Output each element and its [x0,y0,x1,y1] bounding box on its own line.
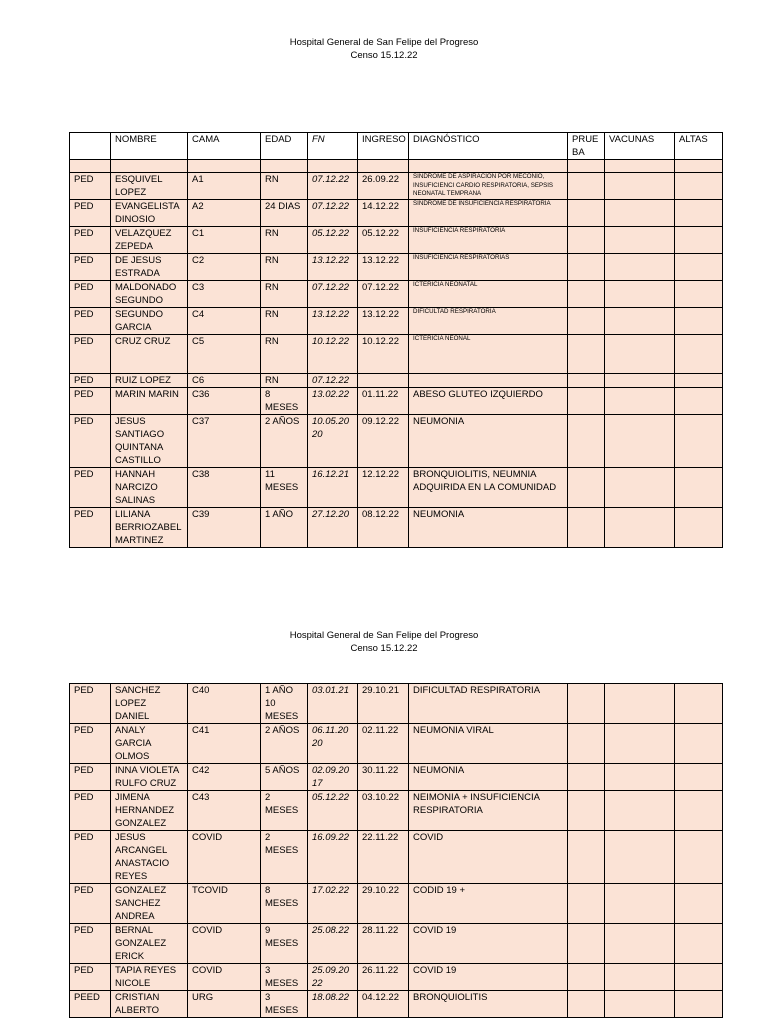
table-row [70,924,723,964]
bed-cell: COVID [188,964,261,991]
patient-name: GONZALEZ SANCHEZ ANDREA [111,884,188,924]
patient-name: EVANGELISTA DINOSIO [111,200,188,227]
admission-date-cell: 13.12.22 [358,254,409,281]
area-cell: PED [70,724,111,764]
vaccines-cell [605,254,675,281]
birth-date-cell: 07.12.22 [308,200,358,227]
age-cell: RN [261,308,308,335]
admission-date-cell: 28.11.22 [358,924,409,964]
test-cell [568,173,605,200]
diagnosis-cell: COVID 19 [409,964,568,991]
test-cell [568,468,605,508]
vaccines-cell [605,764,675,791]
bed-cell: C2 [188,254,261,281]
discharge-cell [675,924,723,964]
patient-name: DE JESUS ESTRADA [111,254,188,281]
birth-date-cell: 13.02.22 [308,388,358,415]
column-header-diagnosis: DIAGNÓSTICO [409,133,568,160]
patient-name: ANALY GARCIA OLMOS [111,724,188,764]
birth-date-cell: 06.11.20 20 [308,724,358,764]
patient-name: TAPIA REYES NICOLE [111,964,188,991]
area-cell: PED [70,281,111,308]
census-table [69,132,723,548]
test-cell [568,684,605,724]
area-cell: PED [70,335,111,374]
vaccines-cell [605,200,675,227]
birth-date-cell: 17.02.22 [308,884,358,924]
area-cell: PED [70,764,111,791]
bed-cell: C4 [188,308,261,335]
patient-name: ESQUIVEL LOPEZ [111,173,188,200]
census-date: Censo 15.12.22 [350,643,418,654]
admission-date-cell: 10.12.22 [358,335,409,374]
bed-cell: A1 [188,173,261,200]
test-cell [568,335,605,374]
table-row [70,508,723,548]
age-cell: RN [261,335,308,374]
test-cell [568,227,605,254]
birth-date-cell: 13.12.22 [308,254,358,281]
bed-cell: C43 [188,791,261,831]
test-cell [568,991,605,1018]
test-cell [568,374,605,388]
discharge-cell [675,684,723,724]
vaccines-cell [605,724,675,764]
age-cell: 11 MESES [261,468,308,508]
vaccines-cell [605,374,675,388]
admission-date-cell: 02.11.22 [358,724,409,764]
test-cell [568,308,605,335]
birth-date-cell: 18.08.22 [308,991,358,1018]
test-cell [568,508,605,548]
column-header-discharges: ALTAS [675,133,723,160]
area-cell: PED [70,831,111,884]
area-cell: PED [70,173,111,200]
birth-date-cell: 25.08.22 [308,924,358,964]
discharge-cell [675,415,723,468]
age-cell: 5 AÑOS [261,764,308,791]
test-cell [568,764,605,791]
area-cell: PED [70,388,111,415]
age-cell: 2 AÑOS [261,415,308,468]
census-table [69,683,723,1018]
table-row [70,227,723,254]
bed-cell: C39 [188,508,261,548]
area-cell: PED [70,468,111,508]
hospital-title: Hospital General de San Felipe del Progreso [289,630,479,641]
table-header-row [70,133,723,160]
test-cell [568,884,605,924]
discharge-cell [675,254,723,281]
bed-cell: C42 [188,764,261,791]
birth-date-cell: 05.12.22 [308,791,358,831]
area-cell: PED [70,254,111,281]
column-header-test: PRUE BA [568,133,605,160]
area-cell: PED [70,924,111,964]
table-row [70,684,723,724]
area-cell: PED [70,964,111,991]
age-cell: 1 AÑO [261,508,308,548]
birth-date-cell: 10.05.20 20 [308,415,358,468]
area-cell: PED [70,200,111,227]
bed-cell: C41 [188,724,261,764]
test-cell [568,724,605,764]
table-row [70,308,723,335]
age-cell: 9 MESES [261,924,308,964]
diagnosis-cell: NEUMONIA [409,415,568,468]
bed-cell: COVID [188,831,261,884]
test-cell [568,791,605,831]
discharge-cell [675,764,723,791]
page-header [0,629,768,655]
vaccines-cell [605,924,675,964]
patient-name: MALDONADO SEGUNDO [111,281,188,308]
area-cell: PED [70,308,111,335]
discharge-cell [675,374,723,388]
discharge-cell [675,831,723,884]
discharge-cell [675,388,723,415]
area-cell: PED [70,508,111,548]
admission-date-cell: 03.10.22 [358,791,409,831]
test-cell [568,254,605,281]
age-cell: RN [261,173,308,200]
table-row [70,468,723,508]
admission-date-cell: 13.12.22 [358,308,409,335]
diagnosis-cell: NEUMONIA [409,764,568,791]
age-cell: 24 DIAS [261,200,308,227]
discharge-cell [675,308,723,335]
bed-cell: URG [188,991,261,1018]
column-header-area [70,133,111,160]
patient-name: BERNAL GONZALEZ ERICK [111,924,188,964]
vaccines-cell [605,508,675,548]
area-cell: PED [70,684,111,724]
vaccines-cell [605,884,675,924]
admission-date-cell: 22.11.22 [358,831,409,884]
patient-name: CRUZ CRUZ [111,335,188,374]
age-cell: 3 MESES [261,964,308,991]
age-cell: 2 MESES [261,831,308,884]
bed-cell: A2 [188,200,261,227]
vaccines-cell [605,831,675,884]
diagnosis-cell: ICTERICIA NEONAL [409,335,568,374]
discharge-cell [675,200,723,227]
bed-cell: C38 [188,468,261,508]
admission-date-cell: 26.11.22 [358,964,409,991]
bed-cell: C40 [188,684,261,724]
admission-date-cell: 29.10.21 [358,684,409,724]
vaccines-cell [605,281,675,308]
birth-date-cell: 27.12.20 [308,508,358,548]
test-cell [568,924,605,964]
age-cell: 1 AÑO 10 MESES [261,684,308,724]
table-row [70,374,723,388]
diagnosis-cell: DIFICULTAD RESPIRATORIA [409,308,568,335]
admission-date-cell [358,374,409,388]
bed-cell: C6 [188,374,261,388]
vaccines-cell [605,684,675,724]
area-cell: PEED [70,991,111,1018]
patient-name: RUIZ LOPEZ [111,374,188,388]
birth-date-cell: 10.12.22 [308,335,358,374]
patient-name: CRISTIAN ALBERTO [111,991,188,1018]
patient-name: SEGUNDO GARCIA [111,308,188,335]
patient-name: VELAZQUEZ ZEPEDA [111,227,188,254]
diagnosis-cell: SINDROME DE ASPIRACION POR MECONIO, INSUFICIENCI CARDIO RESPIRATORIA, SEPSIS NEONATAL TEMPRANA [409,173,568,200]
birth-date-cell: 03.01.21 [308,684,358,724]
test-cell [568,831,605,884]
birth-date-cell: 13.12.22 [308,308,358,335]
diagnosis-cell: COVID [409,831,568,884]
area-cell: PED [70,791,111,831]
age-cell: RN [261,281,308,308]
column-header-name: NOMBRE [111,133,188,160]
age-cell: RN [261,254,308,281]
table-row [70,335,723,374]
admission-date-cell: 26.09.22 [358,173,409,200]
table-row [70,884,723,924]
diagnosis-cell: INSUFICIENCIA RESPIRATORIA [409,227,568,254]
bed-cell: C3 [188,281,261,308]
test-cell [568,388,605,415]
table-row [70,831,723,884]
diagnosis-cell: DIFICULTAD RESPIRATORIA [409,684,568,724]
diagnosis-cell: NEUMONIA [409,508,568,548]
admission-date-cell: 08.12.22 [358,508,409,548]
vaccines-cell [605,964,675,991]
discharge-cell [675,964,723,991]
discharge-cell [675,724,723,764]
test-cell [568,200,605,227]
area-cell: PED [70,884,111,924]
patient-name: INNA VIOLETA RULFO CRUZ [111,764,188,791]
patient-name: MARIN MARIN [111,388,188,415]
diagnosis-cell: CODID 19 + [409,884,568,924]
discharge-cell [675,468,723,508]
admission-date-cell: 09.12.22 [358,415,409,468]
age-cell: 8 MESES [261,388,308,415]
age-cell: RN [261,227,308,254]
discharge-cell [675,791,723,831]
admission-date-cell: 05.12.22 [358,227,409,254]
birth-date-cell: 16.12.21 [308,468,358,508]
table-row [70,724,723,764]
patient-name: SANCHEZ LOPEZ DANIEL [111,684,188,724]
bed-cell: TCOVID [188,884,261,924]
birth-date-cell: 25.09.20 22 [308,964,358,991]
vaccines-cell [605,415,675,468]
age-cell: 8 MESES [261,884,308,924]
table-row [70,173,723,200]
test-cell [568,415,605,468]
diagnosis-cell: SINDROME DE INSUFICIENCIA RESPIRATORIA [409,200,568,227]
area-cell: PED [70,227,111,254]
admission-date-cell: 12.12.22 [358,468,409,508]
vaccines-cell [605,308,675,335]
patient-name: LILIANA BERRIOZABEL MARTINEZ [111,508,188,548]
table-row [70,254,723,281]
diagnosis-cell: NEIMONIA + INSUFICIENCIA RESPIRATORIA [409,791,568,831]
birth-date-cell: 07.12.22 [308,374,358,388]
patient-name: JESUS SANTIAGO QUINTANA CASTILLO [111,415,188,468]
vaccines-cell [605,468,675,508]
admission-date-cell: 29.10.22 [358,884,409,924]
patient-name: JIMENA HERNANDEZ GONZALEZ [111,791,188,831]
admission-date-cell: 07.12.22 [358,281,409,308]
vaccines-cell [605,388,675,415]
discharge-cell [675,508,723,548]
diagnosis-cell: NEUMONIA VIRAL [409,724,568,764]
birth-date-cell: 05.12.22 [308,227,358,254]
page-header [0,36,768,62]
column-header-admission: INGRESO [358,133,409,160]
vaccines-cell [605,791,675,831]
age-cell: 2 MESES [261,791,308,831]
vaccines-cell [605,173,675,200]
admission-date-cell: 01.11.22 [358,388,409,415]
bed-cell: C1 [188,227,261,254]
age-cell: 2 AÑOS [261,724,308,764]
area-cell: PED [70,415,111,468]
discharge-cell [675,884,723,924]
table-row [70,791,723,831]
table-row [70,281,723,308]
bed-cell: C36 [188,388,261,415]
test-cell [568,281,605,308]
age-cell: 3 MESES [261,991,308,1018]
birth-date-cell: 07.12.22 [308,281,358,308]
table-row [70,415,723,468]
admission-date-cell: 14.12.22 [358,200,409,227]
column-header-fn: FN [308,133,358,160]
table-row [70,764,723,791]
diagnosis-cell: COVID 19 [409,924,568,964]
area-cell: PED [70,374,111,388]
vaccines-cell [605,335,675,374]
diagnosis-cell: INSUFICIENCIA RESPIRATORIAS [409,254,568,281]
table-row [70,200,723,227]
column-header-age: EDAD [261,133,308,160]
birth-date-cell: 16.09.22 [308,831,358,884]
census-date: Censo 15.12.22 [350,50,418,61]
bed-cell: C5 [188,335,261,374]
discharge-cell [675,335,723,374]
discharge-cell [675,173,723,200]
column-header-bed: CAMA [188,133,261,160]
vaccines-cell [605,991,675,1018]
table-row [70,964,723,991]
discharge-cell [675,281,723,308]
vaccines-cell [605,227,675,254]
diagnosis-cell: BRONQUIOLITIS [409,991,568,1018]
bed-cell: COVID [188,924,261,964]
diagnosis-cell: BRONQUIOLITIS, NEUMNIA ADQUIRIDA EN LA COMUNIDAD [409,468,568,508]
admission-date-cell: 04.12.22 [358,991,409,1018]
hospital-title: Hospital General de San Felipe del Progreso [289,37,479,48]
birth-date-cell: 07.12.22 [308,173,358,200]
empty-row [70,160,723,173]
bed-cell: C37 [188,415,261,468]
column-header-vaccines: VACUNAS [605,133,675,160]
discharge-cell [675,991,723,1018]
table-row [70,991,723,1018]
admission-date-cell: 30.11.22 [358,764,409,791]
table-row [70,388,723,415]
test-cell [568,964,605,991]
age-cell: RN [261,374,308,388]
diagnosis-cell [409,374,568,388]
patient-name: JESUS ARCANGEL ANASTACIO REYES [111,831,188,884]
diagnosis-cell: ABESO GLUTEO IZQUIERDO [409,388,568,415]
diagnosis-cell: ICTERICIA NEONATAL [409,281,568,308]
discharge-cell [675,227,723,254]
birth-date-cell: 02.09.20 17 [308,764,358,791]
patient-name: HANNAH NARCIZO SALINAS [111,468,188,508]
